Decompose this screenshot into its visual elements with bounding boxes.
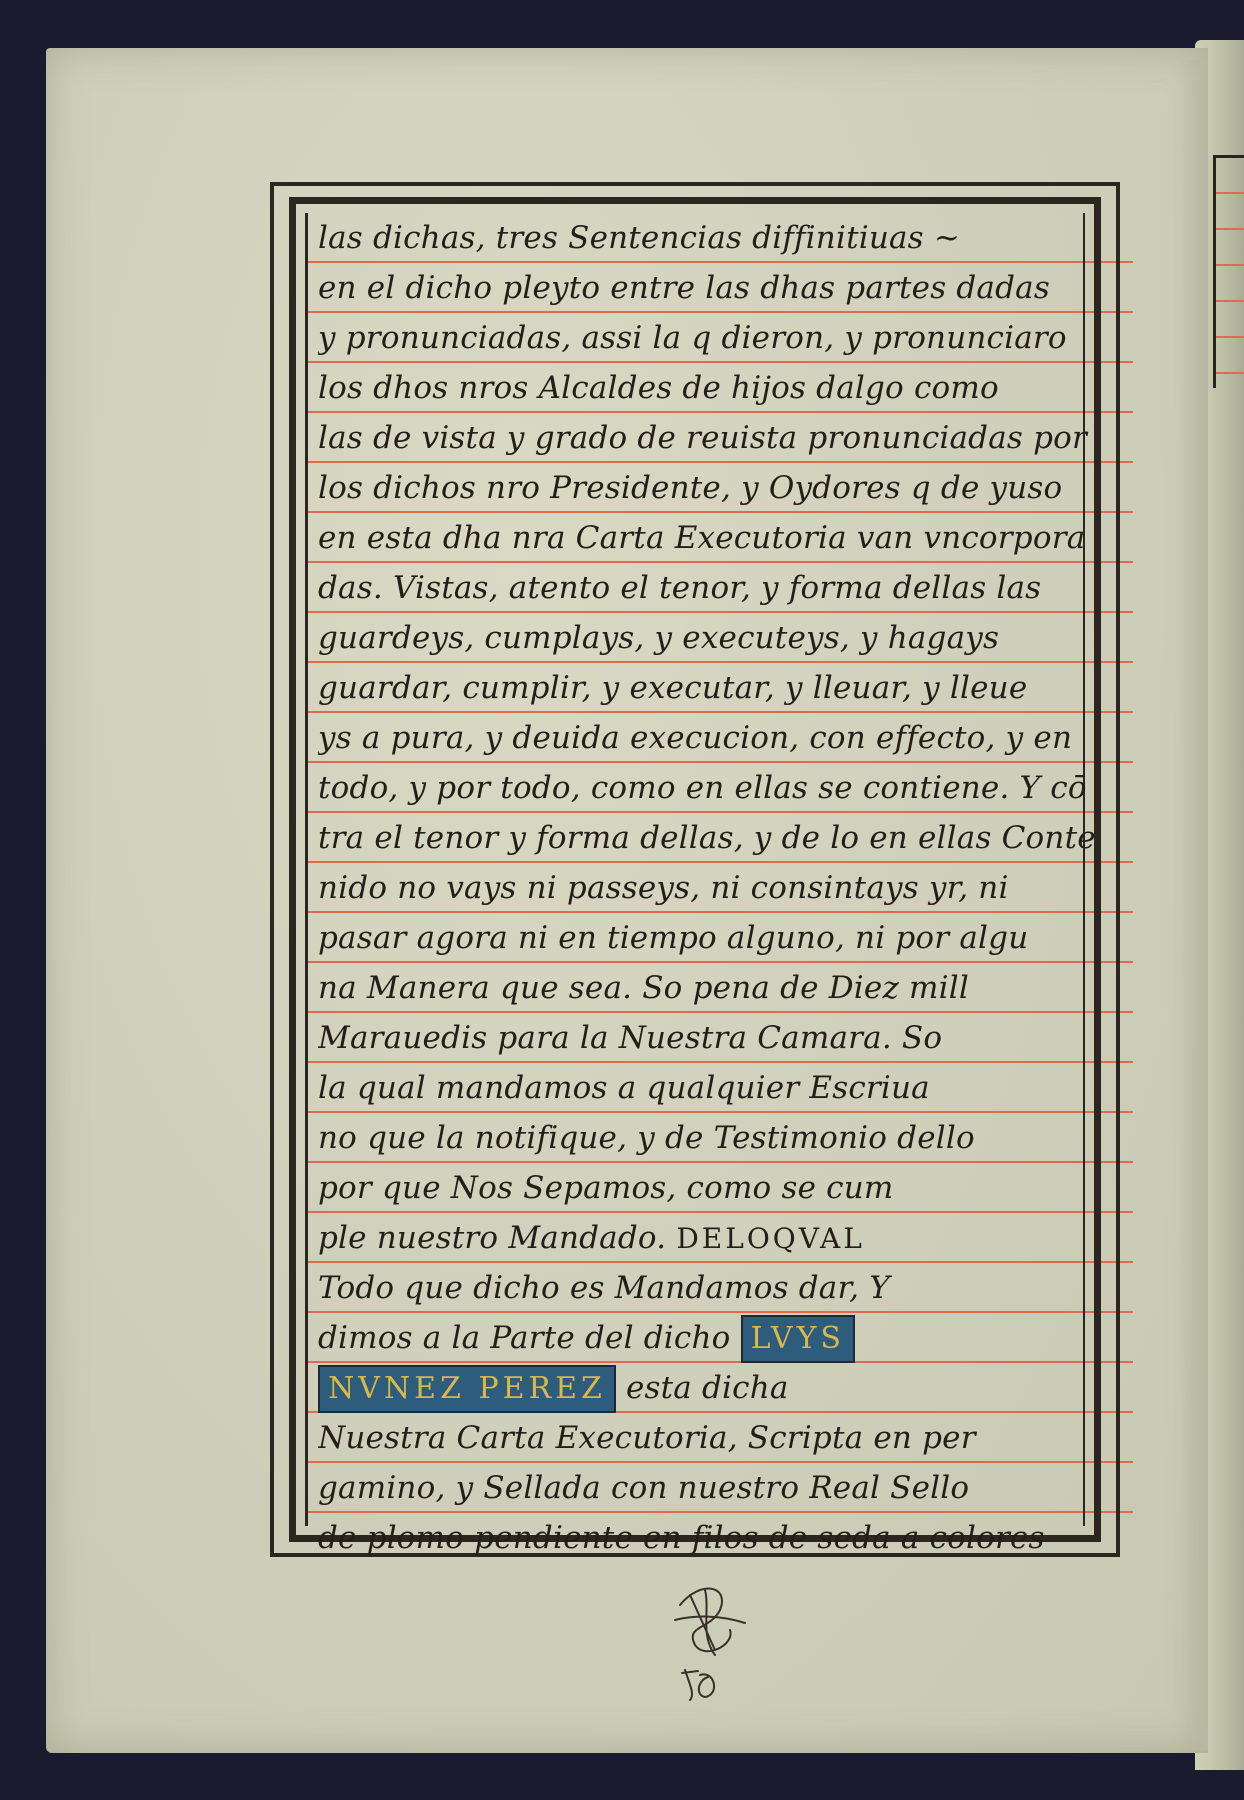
text-segment: dimos a la Parte del dicho: [318, 1320, 731, 1356]
text-line: [318, 1313, 1100, 1363]
text-line: ys a pura, y deuida execucion, con effecto, y en: [318, 720, 1073, 756]
leaf-gutter-shadow: [1178, 60, 1208, 1750]
text-line: [318, 1213, 1100, 1263]
text-line: [318, 1363, 1100, 1413]
text-line: no que la notifique, y de Testimonio dello: [318, 1120, 975, 1156]
text-line: las dichas, tres Sentencias diffinitiuas ~: [318, 220, 961, 256]
text-line: por que Nos Sepamos, como se cum: [318, 1170, 894, 1206]
adjacent-page-frame-fragment: [1213, 155, 1244, 388]
text-line: Nuestra Carta Executoria, Scripta en per: [318, 1420, 976, 1456]
text-line: das. Vistas, atento el tenor, y forma dellas las: [318, 570, 1042, 606]
text-line: Todo que dicho es Mandamos dar, Y: [318, 1270, 890, 1306]
text-line: pasar agora ni en tiempo alguno, ni por algu: [318, 920, 1029, 956]
text-line: gamino, y Sellada con nuestro Real Sello: [318, 1470, 970, 1506]
capital-heading: DELOQVAL: [676, 1222, 865, 1255]
text-line: guardar, cumplir, y executar, y lleuar, y lleue: [318, 670, 1028, 706]
text-line: tra el tenor y forma dellas, y de lo en ellas Conte: [318, 820, 1096, 856]
text-line: todo, y por todo, como en ellas se contiene. Y cō: [318, 770, 1087, 806]
name-highlight-first: LVYS: [741, 1315, 855, 1363]
text-segment: esta dicha: [625, 1370, 789, 1406]
text-line: y pronunciadas, assi la q dieron, y pronunciaro: [318, 320, 1067, 356]
text-line: na Manera que sea. So pena de Diez mill: [318, 970, 969, 1006]
text-line: en esta dha nra Carta Executoria van vncorpora: [318, 520, 1086, 556]
text-line: Marauedis para la Nuestra Camara. So: [318, 1020, 943, 1056]
manuscript-text-block: [318, 213, 1100, 1563]
text-line: las de vista y grado de reuista pronunciadas por: [318, 420, 1087, 456]
scribe-flourish-signature: [660, 1575, 760, 1705]
text-line: nido no vays ni passeys, ni consintays yr, ni: [318, 870, 1009, 906]
name-highlight-surname: NVNEZ PEREZ: [318, 1365, 616, 1413]
text-line: de plomo pendiente en filos de seda a colores: [318, 1520, 1045, 1556]
text-line: guardeys, cumplays, y executeys, y hagays: [318, 620, 1000, 656]
text-segment: ple nuestro Mandado.: [318, 1220, 667, 1256]
text-line: los dichos nro Presidente, y Oydores q de yuso: [318, 470, 1063, 506]
text-line: en el dicho pleyto entre las dhas partes dadas: [318, 270, 1050, 306]
text-line: la qual mandamos a qualquier Escriua: [318, 1070, 930, 1106]
text-line: los dhos nros Alcaldes de hijos dalgo como: [318, 370, 999, 406]
